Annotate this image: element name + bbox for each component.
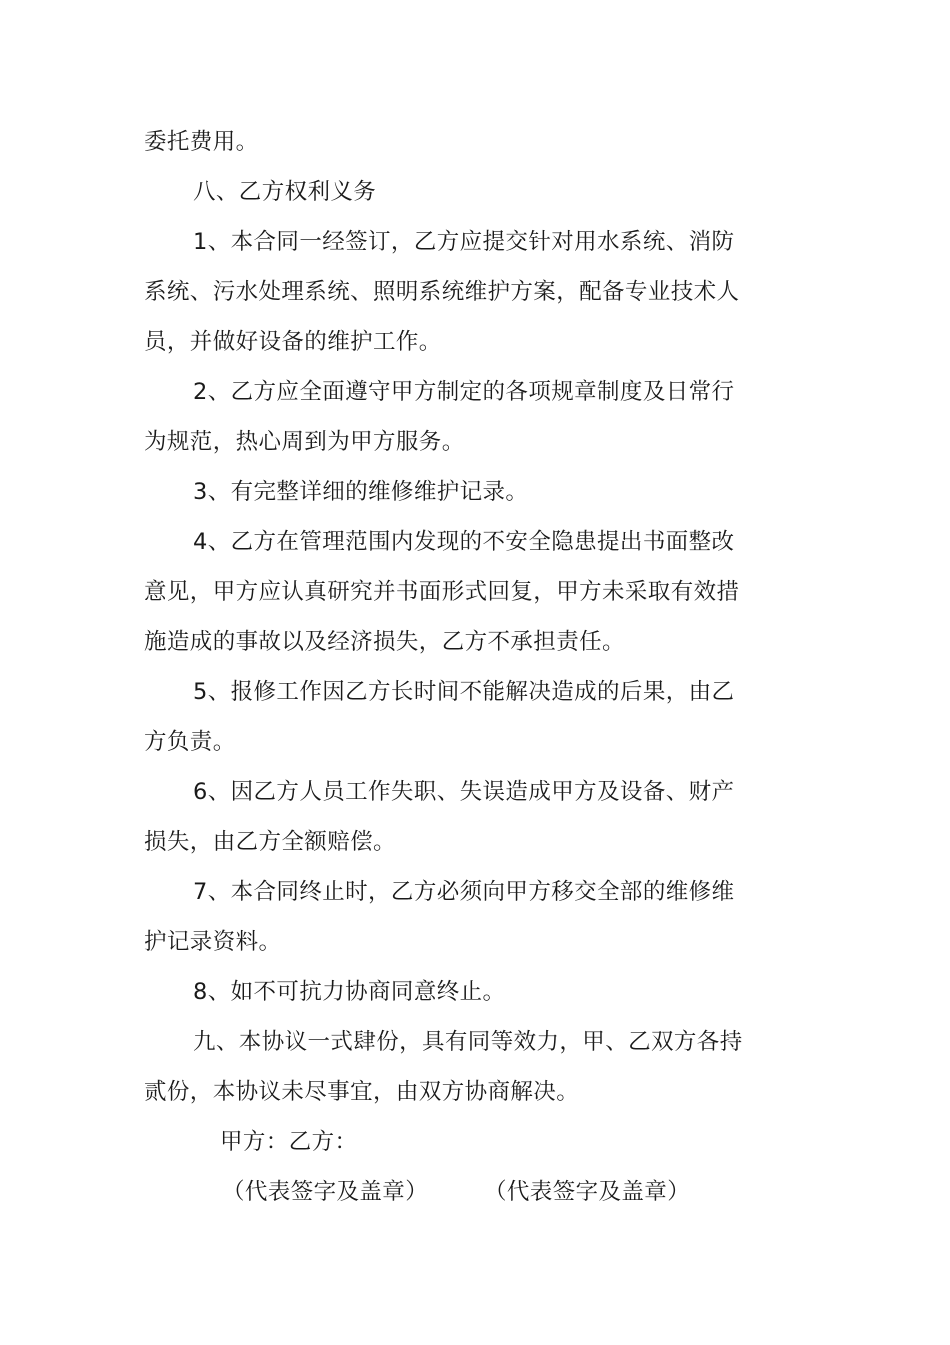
- text-line: 3、有完整详细的维修维护记录。: [193, 479, 529, 505]
- text-line: 委托费用。: [144, 129, 259, 155]
- section-heading: 八、乙方权利义务: [193, 179, 377, 205]
- text-line: 施造成的事故以及经济损失，乙方不承担责任。: [144, 629, 625, 655]
- parties-line: 甲方：乙方：: [220, 1129, 358, 1155]
- section-heading: 九、本协议一式肆份，具有同等效力，甲、乙双方各持: [193, 1029, 743, 1055]
- text-line: 1、本合同一经签订，乙方应提交针对用水系统、消防: [193, 229, 735, 255]
- text-line: 护记录资料。: [144, 929, 282, 955]
- text-line: 贰份，本协议未尽事宜，由双方协商解决。: [144, 1079, 580, 1105]
- text-line: 系统、污水处理系统、照明系统维护方案，配备专业技术人: [144, 279, 740, 305]
- text-line: 8、如不可抗力协商同意终止。: [193, 979, 506, 1005]
- signature-label-party-b: （代表签字及盖章）: [484, 1179, 691, 1205]
- text-line: 2、乙方应全面遵守甲方制定的各项规章制度及日常行: [193, 379, 735, 405]
- text-line: 4、乙方在管理范围内发现的不安全隐患提出书面整改: [193, 529, 735, 555]
- text-line: 6、因乙方人员工作失职、失误造成甲方及设备、财产: [193, 779, 735, 805]
- text-line: 5、报修工作因乙方长时间不能解决造成的后果，由乙: [193, 679, 735, 705]
- signature-label-party-a: （代表签字及盖章）: [222, 1179, 429, 1205]
- text-line: 损失，由乙方全额赔偿。: [144, 829, 396, 855]
- text-line: 意见，甲方应认真研究并书面形式回复，甲方未采取有效措: [144, 579, 740, 605]
- text-line: 方负责。: [144, 729, 236, 755]
- text-line: 7、本合同终止时，乙方必须向甲方移交全部的维修维: [193, 879, 735, 905]
- text-line: 员，并做好设备的维护工作。: [144, 329, 442, 355]
- text-line: 为规范，热心周到为甲方服务。: [144, 429, 465, 455]
